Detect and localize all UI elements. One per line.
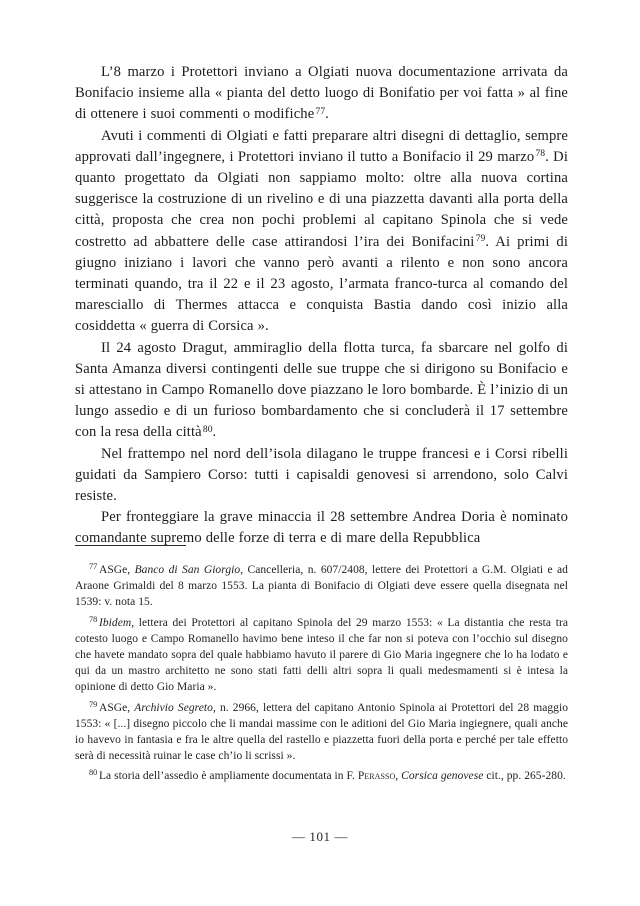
text-run: La storia dell’assedio è ampliamente documentata in F.: [98, 770, 358, 783]
text-run: L’8 marzo i Protettori inviano a Olgiati nuova documentazione arrivata da Bonifacio insieme alla « pianta del detto luogo di Bonifatio per voi fatta » al fine di ottenere i suoi commenti o modifiche: [75, 64, 568, 123]
footnote-number-80: 80: [89, 768, 98, 778]
text-run: ASGe,: [98, 564, 135, 576]
footnote-reference-78[interactable]: 78: [535, 148, 546, 159]
para-1: [75, 62, 568, 126]
para-5: [75, 507, 568, 549]
footnote-reference-79[interactable]: 79: [475, 232, 486, 244]
italic-title: Banco di San Giorgio: [134, 564, 241, 576]
footnote-number-77: 77: [89, 562, 98, 572]
footnote-80: [75, 768, 568, 784]
text-run: Avuti i commenti di Olgiati e fatti preparare altri disegni di dettaglio, sempre approvati dall’ingegnere, i Protettori inviano il tutto a Bonifacio il 29 marzo: [75, 127, 568, 165]
page-number: — 101 —: [291, 829, 349, 844]
text-run: Nel frattempo nel nord dell’isola dilagano le truppe francesi e i Corsi ribelli guidati da Sampiero Corso: tutti i capisaldi genovesi si arrendono, solo Calvi resiste.: [75, 445, 568, 505]
text-run: , lettera dei Protettori al capitano Spinola del 29 marzo 1553: « La distantia che resta tra cotesto luogo e Campo Romanello havimo bene inteso il che far non si poteva con l’occhio sul disegno che havete mandato sopra del quale habbiamo havuto il parere di Gio Maria ingegnere che lo ha lodato e qui da un mastro architetto ne sono stati fatti delli altri sopra li quali medesmamenti si è intesa la opinione di detto Gio Maria ».: [75, 616, 568, 694]
para-3: [75, 338, 568, 444]
text-run: .: [325, 106, 329, 123]
italic-title: Ibidem: [98, 616, 132, 629]
italic-title: Archivio Segreto: [134, 701, 213, 714]
text-run: . Di quanto progettato da Olgiati non sappiamo molto: oltre alla nuova cortina suggerisce la costruzione di un rivelino e di una piazzetta davanti alla porta della città, proposta che crea non pochi problemi al capitano Spinola che si vede costretto ad abbattere delle case attirandosi l’ira dei Bonifacini: [75, 148, 568, 250]
footnote-separator-rule: [75, 545, 186, 546]
footnote-number-78: 78: [89, 614, 98, 624]
para-4: [75, 444, 568, 508]
footnotes-block: [75, 562, 568, 785]
text-run: , Cancelleria, n. 607/2408, lettere dei Protettori a G.M. Olgiati e ad Araone Grimaldi del 8 marzo 1553. La pianta di Bonifacio di Olgiati deve essere quella disegnata nel 1539: v. nota 15.: [75, 564, 568, 609]
footnote-78: [75, 615, 568, 696]
text-run: Il 24 agosto Dragut, ammiraglio della flotta turca, fa sbarcare nel golfo di Santa Amanza diversi contingenti delle sue truppe che si dirigono su Bonifacio e si attestano in Campo Romanello dove piazzano le loro bombarde. È l’inizio di un lungo assedio e di un furioso bombardamento che si concluderà il 17 settembre con la resa della città: [75, 339, 568, 441]
small-caps-author: Perasso: [357, 770, 396, 783]
footnote-number-79: 79: [89, 699, 98, 709]
footnote-reference-77[interactable]: 77: [315, 105, 326, 117]
text-run: ASGe,: [98, 701, 135, 714]
footnote-reference-80[interactable]: 80: [202, 423, 213, 435]
text-run: cit., pp. 265-280.: [483, 770, 566, 783]
text-run: , n. 2966, lettera del capitano Antonio Spinola ai Protettori del 28 maggio 1553: « [...] disegno piccolo che li mandai massime con le aditioni del Gio Maria ingiegnere, quali anche io havevo in fantasia e fra le altre quella del rastello e piazzetta fuori della porta e perché per tale effetto serà di necessità ruinar le case ch’io li scrissi ».: [75, 701, 568, 763]
footnote-79: [75, 700, 568, 765]
text-run: .: [212, 424, 217, 441]
text-run: ,: [395, 770, 402, 783]
body-text-block: [75, 62, 568, 550]
italic-title: Corsica genovese: [401, 770, 484, 783]
text-run: . Ai primi di giugno iniziano i lavori che vanno però avanti a rilento e non sono ancora terminati quando, tra il 22 e il 23 agosto, l’armata franco-turca al comando del maresciallo di Thermes attacca e conquista Bastia dando così inizio alla cosiddetta « guerra di Corsica ».: [75, 233, 568, 335]
para-2: [75, 126, 568, 338]
footnote-77: [75, 562, 568, 611]
text-run: Per fronteggiare la grave minaccia il 28 settembre Andrea Doria è nominato comandante supremo delle forze di terra e di mare della Repubblica: [75, 509, 568, 547]
